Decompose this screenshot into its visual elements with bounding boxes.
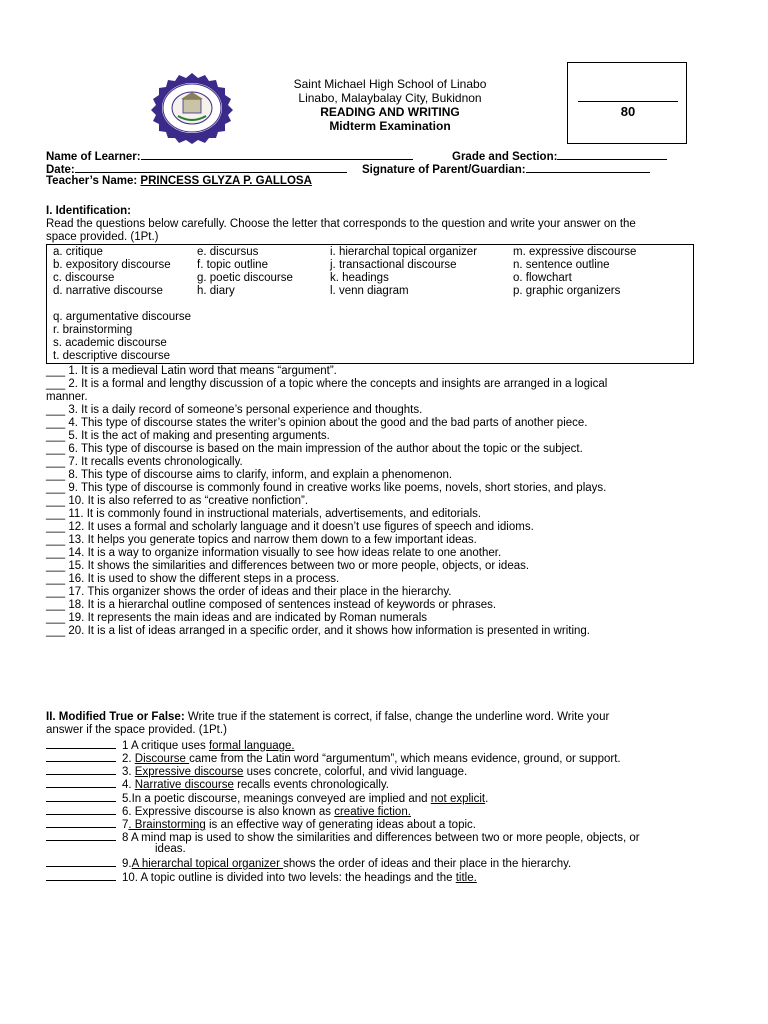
identification-item-11[interactable]: ___ 11. It is commonly found in instructional materials, advertisements, and editorials. (46, 508, 482, 520)
tf-text-post: uses concrete, colorful, and vivid language. (243, 766, 468, 778)
tf-text: 4. (122, 779, 135, 791)
part2-instructions-1: Write true if the statement is correct, if false, change the underline word. Write your (184, 711, 610, 723)
grade-label: Grade and Section: (452, 151, 558, 163)
identification-item-16[interactable]: ___ 16. It is used to show the different steps in a process. (46, 573, 340, 585)
identification-item-3[interactable]: ___ 3. It is a daily record of someone’s personal experience and thoughts. (46, 404, 423, 416)
exam-title: Midterm Examination (329, 119, 451, 133)
identification-item-19[interactable]: ___ 19. It represents the main ideas and are indicated by Roman numerals (46, 612, 427, 624)
choices-box (46, 244, 694, 364)
identification-item-1[interactable]: ___ 1. It is a medieval Latin word that means “argument”. (46, 365, 337, 377)
choice-m: m. expressive discourse (513, 246, 637, 258)
identification-item-10[interactable]: ___ 10. It is also referred to as “creative nonfiction”. (46, 495, 309, 507)
tf-text: 8 A mind map is used to show the similarities and differences between two or more people, objects, or (122, 832, 640, 844)
tf-underlined: creative fiction. (334, 806, 411, 818)
choice-f: f. topic outline (197, 259, 268, 271)
school-seal-logo (148, 72, 236, 144)
identification-item-15[interactable]: ___ 15. It shows the similarities and differences between two or more people, objects, or ideas. (46, 560, 530, 572)
tf-underlined: Discourse (134, 753, 190, 765)
tf-text: 7 (122, 819, 129, 831)
signature-label: Signature of Parent/Guardian: (362, 164, 526, 176)
date-blank[interactable] (75, 162, 347, 173)
tf-text-post: shows the order of ideas and their place in the hierarchy. (283, 858, 572, 870)
tf-text: 3. (122, 766, 135, 778)
choice-l: l. venn diagram (330, 285, 409, 297)
tf-underlined: Expressive discourse (134, 766, 244, 778)
part1-title: I. Identification: (46, 205, 131, 217)
tf-underlined: title. (455, 872, 477, 884)
score-blank-line[interactable] (578, 101, 678, 102)
tf-text: 10. A topic outline is divided into two levels: the headings and the (122, 872, 456, 884)
identification-item-6[interactable]: ___ 6. This type of discourse is based on the main impression of the author about the topic or the subject. (46, 443, 583, 455)
grade-blank[interactable] (557, 149, 667, 160)
tf-item-8[interactable] (46, 830, 640, 845)
name-blank[interactable] (141, 149, 413, 160)
part2-heading (46, 711, 609, 724)
tf-item-4[interactable] (46, 777, 389, 792)
tf-text: 2. (122, 753, 135, 765)
school-name: Saint Michael High School of Linabo (293, 77, 487, 91)
identification-item-8[interactable]: ___ 8. This type of discourse aims to clarify, inform, and explain a phenomenon. (46, 469, 453, 481)
score-box (567, 62, 687, 144)
choice-t: t. descriptive discourse (53, 350, 170, 362)
part1-instructions-1: Read the questions below carefully. Choose the letter that corresponds to the question and write your answer on the (46, 218, 636, 230)
score-total: 80 (620, 104, 636, 119)
identification-item-14[interactable]: ___ 14. It is a way to organize information visually to see how ideas relate to one another. (46, 547, 502, 559)
choice-s: s. academic discourse (53, 337, 167, 349)
identification-item-12[interactable]: ___ 12. It uses a formal and scholarly language and it doesn’t use figures of speech and idioms. (46, 521, 534, 533)
identification-item-2[interactable]: ___ 2. It is a formal and lengthy discussion of a topic where the concepts and insights are arranged in a logical (46, 378, 608, 390)
tf-answer-blank[interactable] (46, 804, 116, 815)
teacher-name-row (46, 175, 312, 188)
tf-underlined: Narrative discourse (134, 779, 234, 791)
tf-item-8-cont: ideas. (155, 843, 186, 855)
tf-answer-blank[interactable] (46, 870, 116, 881)
name-label: Name of Learner: (46, 151, 141, 163)
identification-item-18[interactable]: ___ 18. It is a hierarchal outline composed of sentences instead of keywords or phrases. (46, 599, 497, 611)
choice-g: g. poetic discourse (197, 272, 293, 284)
identification-item-4[interactable]: ___ 4. This type of discourse states the writer’s opinion about the good and the bad parts of another piece. (46, 417, 588, 429)
identification-item-9[interactable]: ___ 9. This type of discourse is commonly found in creative works like poems, novels, short stories, and plays. (46, 482, 607, 494)
tf-answer-blank[interactable] (46, 817, 116, 828)
signature-blank[interactable] (526, 162, 650, 173)
identification-item-13[interactable]: ___ 13. It helps you generate topics and narrow them down to a few important ideas. (46, 534, 477, 546)
tf-underlined: . Brainstorming (128, 819, 206, 831)
signature-field[interactable] (362, 162, 650, 177)
part2-instructions-2: answer if the space provided. (1Pt.) (46, 724, 227, 736)
identification-item-2-cont: manner. (46, 391, 88, 403)
identification-item-5[interactable]: ___ 5. It is the act of making and presenting arguments. (46, 430, 330, 442)
tf-text: 1 A critique uses (122, 740, 209, 752)
choice-a: a. critique (53, 246, 103, 258)
tf-text-post: . (485, 793, 489, 805)
tf-text: 9. (122, 858, 132, 870)
teacher-name: PRINCESS GLYZA P. GALLOSA (140, 175, 312, 187)
tf-text: 5.In a poetic discourse, meanings conveyed are implied and (122, 793, 431, 805)
identification-item-17[interactable]: ___ 17. This organizer shows the order of ideas and their place in the hierarchy. (46, 586, 452, 598)
choice-d: d. narrative discourse (53, 285, 163, 297)
choice-c: c. discourse (53, 272, 115, 284)
choice-j: j. transactional discourse (330, 259, 457, 271)
choice-n: n. sentence outline (513, 259, 610, 271)
tf-underlined: A hierarchal topical organizer (131, 858, 284, 870)
choice-i: i. hierarchal topical organizer (330, 246, 478, 258)
choice-q: q. argumentative discourse (53, 311, 192, 323)
tf-answer-blank[interactable] (46, 791, 116, 802)
choice-o: o. flowchart (513, 272, 572, 284)
teacher-label: Teacher’s Name: (46, 175, 138, 187)
tf-item-10[interactable] (46, 870, 477, 885)
tf-answer-blank[interactable] (46, 777, 116, 788)
identification-item-7[interactable]: ___ 7. It recalls events chronologically. (46, 456, 243, 468)
tf-answer-blank[interactable] (46, 751, 116, 762)
tf-text: 6. Expressive discourse is also known as (122, 806, 335, 818)
identification-item-20[interactable]: ___ 20. It is a list of ideas arranged in a specific order, and it shows how information is presented in writing. (46, 625, 590, 637)
part1-instructions-2: space provided. (1Pt.) (46, 231, 159, 243)
tf-answer-blank[interactable] (46, 856, 116, 867)
part2-title: II. Modified True or False: (46, 711, 185, 723)
tf-text-post: is an effective way of generating ideas about a topic. (205, 819, 476, 831)
tf-answer-blank[interactable] (46, 764, 116, 775)
choice-e: e. discursus (197, 246, 259, 258)
choice-b: b. expository discourse (53, 259, 171, 271)
tf-underlined: formal language. (208, 740, 295, 752)
date-label: Date: (46, 164, 75, 176)
tf-underlined: not explicit (430, 793, 486, 805)
school-address: Linabo, Malaybalay City, Bukidnon (298, 91, 482, 105)
tf-answer-blank[interactable] (46, 738, 116, 749)
tf-text-post: recalls events chronologically. (233, 779, 389, 791)
tf-text-post: came from the Latin word “argumentum”, which means evidence, ground, or support. (189, 753, 621, 765)
choice-r: r. brainstorming (53, 324, 133, 336)
choice-p: p. graphic organizers (513, 285, 621, 297)
tf-answer-blank[interactable] (46, 830, 116, 841)
choice-h: h. diary (197, 285, 235, 297)
choice-k: k. headings (330, 272, 389, 284)
tf-item-9[interactable] (46, 856, 571, 871)
subject-title: READING AND WRITING (320, 105, 460, 119)
